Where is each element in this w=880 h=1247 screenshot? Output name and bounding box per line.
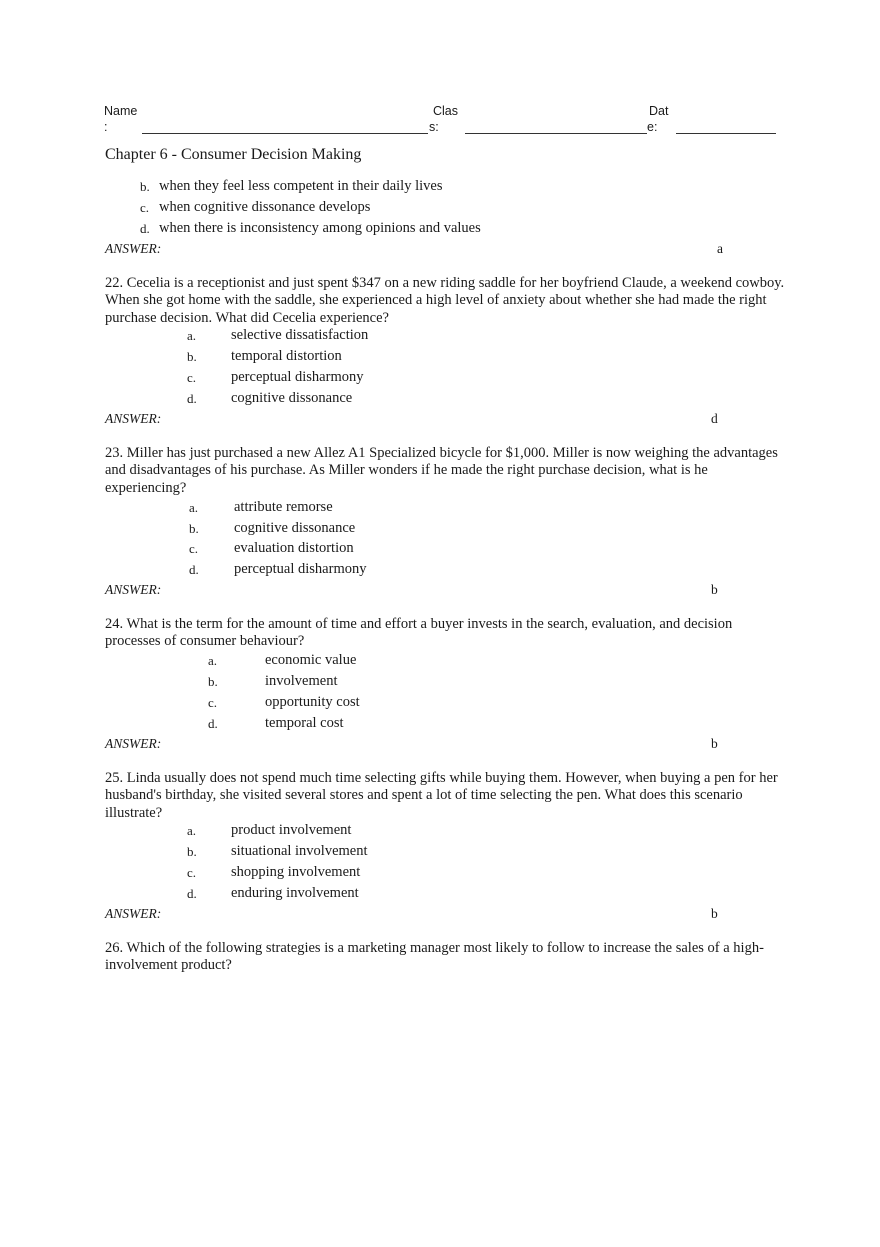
- answer-label: ANSWER:: [105, 736, 162, 751]
- option-letter: d.: [187, 886, 197, 901]
- option-letter: a.: [187, 328, 197, 343]
- option-text: shopping involvement: [231, 864, 361, 880]
- option-text: situational involvement: [231, 843, 368, 859]
- option-text: temporal distortion: [231, 348, 342, 364]
- question-text: 22. Cecelia is a receptionist and just spent $347 on a new riding saddle for her boyfriend Claude, a weekend cowboy. When she got home with the saddle, she experienced a high level of anxiety about whether she had made the right purchase decision. What did Cecelia experience?: [105, 275, 785, 326]
- option-text: product involvement: [231, 822, 352, 838]
- option-letter: b.: [140, 179, 150, 194]
- option-text: opportunity cost: [265, 694, 360, 710]
- option-letter: c.: [208, 695, 218, 710]
- option-text: evaluation distortion: [234, 540, 354, 556]
- option-text: when cognitive dissonance develops: [159, 199, 371, 215]
- chapter-title: Chapter 6 - Consumer Decision Making: [105, 146, 362, 163]
- option-text: when they feel less competent in their daily lives: [159, 178, 443, 194]
- answer-value: b: [711, 582, 718, 597]
- option-letter: d.: [189, 562, 199, 577]
- answer-value: a: [717, 241, 723, 256]
- class-label: Clas: [433, 104, 459, 118]
- option-letter: c.: [187, 865, 197, 880]
- question-text: 26. Which of the following strategies is a marketing manager most likely to follow to increase the sales of a high-involvement product?: [105, 940, 764, 974]
- option-text: cognitive dissonance: [231, 390, 353, 406]
- option-text: perceptual disharmony: [234, 561, 367, 577]
- answer-label: ANSWER:: [105, 241, 162, 256]
- option-letter: d.: [187, 391, 197, 406]
- name-label-colon: :: [104, 120, 108, 134]
- option-text: selective dissatisfaction: [231, 327, 369, 343]
- option-text: perceptual disharmony: [231, 369, 364, 385]
- option-letter: c.: [189, 541, 199, 556]
- option-text: involvement: [265, 673, 338, 689]
- option-letter: d.: [140, 221, 150, 236]
- option-text: attribute remorse: [234, 499, 333, 515]
- option-letter: a.: [189, 500, 199, 515]
- option-text: enduring involvement: [231, 885, 359, 901]
- option-letter: b.: [189, 521, 199, 536]
- answer-value: d: [711, 411, 718, 426]
- class-label-colon: s:: [429, 120, 439, 134]
- option-letter: c.: [140, 200, 150, 215]
- class-field[interactable]: [465, 133, 647, 134]
- name-field[interactable]: [142, 133, 428, 134]
- option-letter: a.: [187, 823, 197, 838]
- option-letter: d.: [208, 716, 218, 731]
- date-label-colon: e:: [647, 120, 658, 134]
- answer-value: b: [711, 906, 718, 921]
- option-letter: b.: [187, 349, 197, 364]
- answer-label: ANSWER:: [105, 411, 162, 426]
- option-letter: b.: [208, 674, 218, 689]
- answer-label: ANSWER:: [105, 582, 162, 597]
- option-letter: a.: [208, 653, 218, 668]
- option-text: economic value: [265, 652, 357, 668]
- answer-label: ANSWER:: [105, 906, 162, 921]
- answer-value: b: [711, 736, 718, 751]
- date-field[interactable]: [676, 133, 776, 134]
- question-text: 24. What is the term for the amount of time and effort a buyer invests in the search, evaluation, and decision processes of consumer behaviour?: [105, 616, 733, 650]
- option-text: temporal cost: [265, 715, 344, 731]
- date-label: Dat: [649, 104, 669, 118]
- question-text: 25. Linda usually does not spend much time selecting gifts while buying them. However, when buying a pen for her husband's birthday, she visited several stores and spent a lot of time selecting the pen. What does this scenario illustrate?: [105, 770, 778, 821]
- name-label: Name: [104, 104, 138, 118]
- option-letter: b.: [187, 844, 197, 859]
- option-text: cognitive dissonance: [234, 520, 356, 536]
- question-text: 23. Miller has just purchased a new Allez A1 Specialized bicycle for $1,000. Miller is now weighing the advantages and disadvantages of his purchase. As Miller wonders if he made the right purchase decision, what is he experiencing?: [105, 445, 778, 496]
- option-text: when there is inconsistency among opinions and values: [159, 220, 481, 236]
- option-letter: c.: [187, 370, 197, 385]
